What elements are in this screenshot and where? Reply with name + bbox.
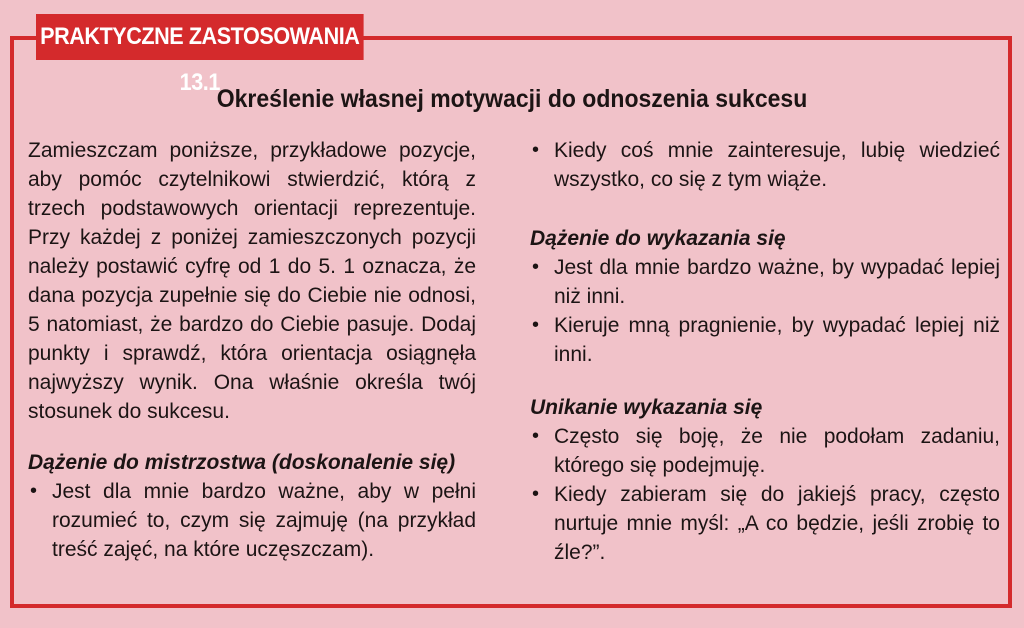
bullet-icon: • [30,480,38,502]
section-heading-mastery: Dążenie do mistrzostwa (doskonalenie się) [28,451,456,474]
bullet-icon: • [532,314,540,336]
box-title: Określenie własnej motywacji do odnoszenia sukcesu [216,85,808,113]
performance-approach-list [530,253,1000,369]
bullet-icon: • [532,425,540,447]
list-item: • Jest dla mnie bardzo ważne, aby w pełni rozumieć to, czym się zajmuję (na przykład treść zajęć, na które uczęszczam). [28,477,476,564]
list-item: • Często się boję, że nie podołam zadaniu, którego się podejmuję. [530,422,1000,480]
section-heading-performance-approach: Dążenie do wykazania się [530,227,786,250]
list-item: • Jest dla mnie bardzo ważne, by wypadać lepiej niż inni. [530,253,1000,311]
bullet-icon: • [532,139,540,161]
mastery-list [28,477,476,564]
left-column [28,136,476,564]
right-column [530,136,1000,567]
list-item: • Kiedy zabieram się do jakiejś pracy, często nurtuje mnie myśl: „A co będzie, jeśli zrobię to źle?”. [530,480,1000,567]
list-item: • Kieruje mną pragnienie, by wypadać lepiej niż inni. [530,311,1000,369]
list-item: • Kiedy coś mnie zainteresuje, lubię wiedzieć wszystko, co się z tym wiąże. [530,136,1000,194]
performance-avoidance-list [530,422,1000,567]
bullet-icon: • [532,256,540,278]
mastery-list-continued [530,136,1000,194]
box-label: PRAKTYCZNE ZASTOSOWANIA 13.1 [36,14,364,60]
intro-paragraph: Zamieszczam poniższe, przykładowe pozycje, aby pomóc czytelnikowi stwierdzić, którą z trzech podstawowych orientacji reprezentuje. Przy każdej z poniżej zamieszczonych pozycji należy postawić cyfrę od 1 do 5. 1 oznacza, że dana pozycja zupełnie się do Ciebie nie odnosi, 5 natomiast, że bardzo do Ciebie pasuje. Dodaj punkty i sprawdź, która orientacja osiągnęła najwyższy wynik. Ona właśnie określa twój stosunek do sukcesu. [28,139,476,423]
section-heading-performance-avoidance: Unikanie wykazania się [530,396,763,419]
bullet-icon: • [532,483,540,505]
